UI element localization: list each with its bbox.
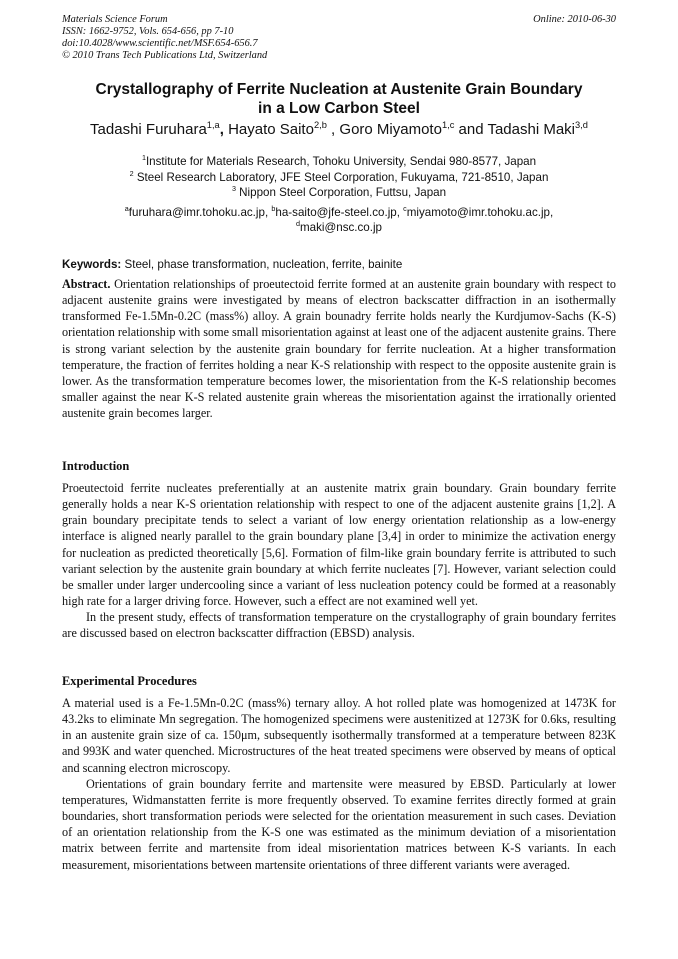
section-heading-experimental: Experimental Procedures [62,674,197,688]
paragraph: Orientations of grain boundary ferrite and martensite were measured by EBSD. Particularly at lower temperatures, Widmanstatten ferrite is more frequently observed. To examine ferrites directly formed at grain boundaries, short transformation periods were selected for the orientation measurement in such cases. Deviation of an orientation relationship from the K-S one was estimated as the minimum deviation of a misorientation matrix between ferrite and martensite from ideal misorientation matrices between K-S variants. In each measurement, misorientations between martensite orientations of three different variants were averaged. [62,776,616,872]
affiliation [62,154,616,170]
abstract-text: Orientation relationships of proeutectoid ferrite formed at an austenite grain boundary with respect to adjacent austenite grains were investigated by means of electron backscatter diffraction in an isothermally transformed Fe-1.5Mn-0.2C (mass%) alloy. A grain bounadry ferrite holds nearly the Kurdjumov-Sachs (K-S) orientation relationship with some small misorientation against at least one of the adjacent austenite grains. There is strong variant selection by the austenite grain boundary for ferrite nucleation. At a higher transformation temperature, the fraction of ferrites holding a near K-S relationship with respect to the opposite austenite grain is lower. As the transformation temperature becomes lower, the misorientation from the K-S relationship becomes smaller against the near K-S related austenite grain whereas the misorientation against the irrationally oriented austenite grain becomes larger. [62,277,616,421]
affiliation [62,185,616,201]
email-separator: , [549,206,554,219]
keywords-text: Steel, phase transformation, nucleation, ferrite, bainite [121,258,403,271]
author-affiliation-mark: 2,b [313,120,327,130]
paragraph: In the present study, effects of transformation temperature on the crystallography of grain boundary ferrites are discussed based on electron backscatter diffraction (EBSD) analysis. [62,610,616,641]
author-separator: , [326,121,340,138]
author-separator: , [219,121,229,138]
affiliation-number: 3 [231,184,236,194]
abstract-label: Abstract. [62,277,111,291]
email-separator: , [396,206,404,219]
journal-header [62,14,616,62]
abstract [62,276,616,421]
author-name: Tadashi Furuhara [90,121,207,138]
affiliation-text: Nippon Steel Corporation, Futtsu, Japan [239,186,447,199]
author-name: Hayato Saito [228,121,314,138]
author-affiliation-mark: 3,d [575,120,588,130]
author-list [40,120,638,140]
keywords [62,257,616,272]
email-address[interactable]: furuhara@imr.tohoku.ac.jp [128,206,265,219]
email-mark: c [403,204,407,214]
title-line-1: Crystallography of Ferrite Nucleation at Austenite Grain Boundary [95,81,583,98]
section-heading-introduction: Introduction [62,459,130,473]
email-address[interactable]: maki@nsc.co.jp [300,220,382,234]
email-list [62,206,616,235]
journal-copyright: © 2010 Trans Tech Publications Ltd, Switzerland [62,50,268,61]
email-mark: a [124,204,129,214]
paragraph: Proeutectoid ferrite nucleates preferentially at an austenite matrix grain boundary. Grain boundary ferrite generally holds a near K-S orientation relationship with respect to one of the adjacent austenite grains [1,2]. A grain boundary precipitate tends to select a variant of low energy orientation relationship as a low-energy interface is aligned nearly parallel to the grain boundary plane [3,4] in order to minimize the activation energy for nucleation as predicted theoretically [5,6]. Formation of film-like grain boundary ferrite is attributed to such variant selection by the austenite grain boundary at which ferrite nucleates [7]. However, variant selection could be smaller under larger undercooling since a variant of less nucleation potency could be formed at a reasonably high rate for a larger driving force. However, such a effect are not examined well yet. [62,481,616,609]
paragraph: A material used is a Fe-1.5Mn-0.2C (mass%) ternary alloy. A hot rolled plate was homogenized at 1473K for 43.2ks to eliminate Mn segregation. The homogenized specimens were austenitized at 1273K for 0.6ks, resulting in an austenite grain size of ca. 150μm, subsequently isothermally transformed at a temperature between 823K and 993K and water quenched. Microstructures of the heat treated specimens were observed by means of optical and scanning electron microscopy. [62,696,616,775]
affiliation-number: 2 [129,168,134,178]
email-address[interactable]: ha-saito@jfe-steel.co.jp [275,206,397,219]
experimental-section [62,695,616,873]
journal-name: Materials Science Forum [62,14,168,25]
affiliation-text: Institute for Materials Research, Tohoku University, Sendai 980-8577, Japan [145,155,537,168]
title-line-2: in a Low Carbon Steel [258,100,420,117]
affiliation [62,170,616,186]
author-affiliation-mark: 1,a [206,120,220,130]
journal-issn: ISSN: 1662-9752, Vols. 654-656, pp 7-10 [62,26,234,37]
affiliation-number: 1 [141,153,146,163]
email-separator: , [264,206,272,219]
introduction-section [62,480,616,642]
author-affiliation-mark: 1,c [441,120,455,130]
email-address[interactable]: miyamoto@imr.tohoku.ac.jp [406,206,550,219]
affiliation-list [62,154,616,201]
author-name: Goro Miyamoto [339,121,442,138]
author-name: Tadashi Maki [487,121,575,138]
online-date: Online: 2010-06-30 [533,14,616,25]
email-mark: d [296,218,300,228]
email-mark: b [271,204,276,214]
affiliation-text: Steel Research Laboratory, JFE Steel Corporation, Fukuyama, 721-8510, Japan [136,170,549,184]
paper-title [62,80,616,118]
author-separator: and [454,121,488,138]
keywords-label: Keywords: [62,258,122,271]
journal-doi: doi:10.4028/www.scientific.net/MSF.654-656.7 [62,38,258,49]
